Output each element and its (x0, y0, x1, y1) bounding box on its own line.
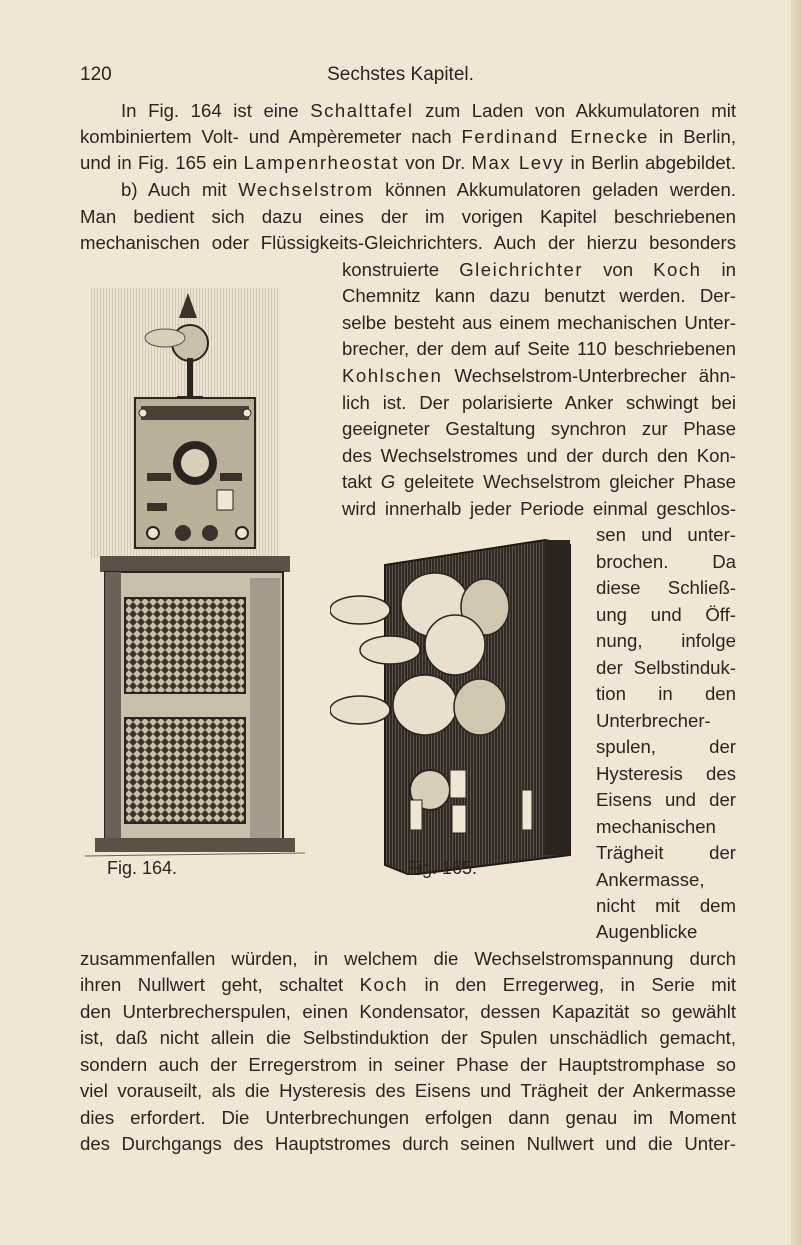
text-line: diese Schließ- (596, 577, 736, 598)
text-line: sondern auch der Erregerstrom in seiner Phase der Hauptstromphase so (80, 1054, 736, 1075)
figure-164-caption: Fig. 164. (107, 858, 178, 878)
text-line: nung, infolge (596, 630, 736, 651)
figure-165-lamp-rheostat-illustration (330, 535, 582, 875)
text-line: Hysteresis des (596, 763, 736, 784)
text-line: Eisens und der (596, 789, 736, 810)
text-line: mechanischen oder Flüssigkeits-Gleichrichters. Auch der hierzu besonders (80, 232, 736, 253)
text-line: der Selbstinduk- (596, 657, 736, 678)
text-line: In Fig. 164 ist eine Schalttafel zum Laden von Akkumulatoren mit (121, 100, 737, 121)
text-line: Man bedient sich dazu eines der im vorigen Kapitel beschriebenen (80, 206, 736, 227)
text-line: selbe besteht aus einem mechanischen Unter- (342, 312, 736, 333)
text-line: dies erfordert. Die Unterbrechungen erfolgen dann genau im Moment (80, 1107, 736, 1128)
text-line: brochen. Da (596, 551, 736, 572)
figure-164-switchboard-illustration (85, 278, 325, 888)
text-line: Trägheit der (596, 842, 736, 863)
text-line: Chemnitz kann dazu benutzt werden. Der- (342, 285, 736, 306)
text-line: geeigneter Gestaltung synchron zur Phase (342, 418, 736, 439)
text-line: Ankermasse, (596, 869, 705, 890)
text-line: des Durchgangs des Hauptstromes durch seinen Nullwert und die Unter- (80, 1133, 736, 1154)
text-line: Kohlschen Wechselstrom-Unterbrecher ähn- (342, 365, 736, 386)
text-line: ihren Nullwert geht, schaltet Koch in den Erregerweg, in Serie mit (80, 974, 736, 995)
text-line: brecher, der dem auf Seite 110 beschriebenen (342, 338, 736, 359)
page-number: 120 (80, 64, 112, 85)
figure-165-caption: Fig. 165. (407, 858, 478, 878)
text-line: und in Fig. 165 ein Lampenrheostat von Dr. Max Levy in Berlin abgebildet. (80, 152, 736, 173)
text-line: takt G geleitete Wechselstrom gleicher Phase (342, 471, 736, 492)
text-line: ist, daß nicht allein die Selbstinduktion der Spulen unschädlich gemacht, (80, 1027, 736, 1048)
text-line: tion in den (596, 683, 736, 704)
text-line: nicht mit dem (596, 895, 736, 916)
text-line: lich ist. Der polarisierte Anker schwingt bei (342, 392, 736, 413)
text-line: viel vorauseilt, als die Hysteresis des Eisens und Trägheit der Ankermasse (80, 1080, 736, 1101)
text-line: zusammenfallen würden, in welchem die Wechselstromspannung durch (80, 948, 736, 969)
text-line: b) Auch mit Wechselstrom können Akkumulatoren geladen werden. (121, 179, 737, 200)
page-edge (791, 0, 801, 1245)
running-title: Sechstes Kapitel. (327, 64, 474, 85)
text-line: konstruierte Gleichrichter von Koch in (342, 259, 737, 280)
text-line: den Unterbrecherspulen, einen Kondensator, dessen Kapazität so gewählt (80, 1001, 736, 1022)
text-line: ung und Öff- (596, 604, 736, 625)
text-line: sen und unter- (596, 524, 736, 545)
page-header (0, 64, 801, 90)
text-line: Augenblicke (596, 921, 698, 942)
text-line: mechanischen (596, 816, 716, 837)
text-line: Unterbrecher- (596, 710, 711, 731)
text-line: des Wechselstromes und der durch den Kon- (342, 445, 736, 466)
text-line: wird innerhalb jeder Periode einmal geschlos- (342, 498, 736, 519)
text-line: kombiniertem Volt- und Ampèremeter nach Ferdinand Ernecke in Berlin, (80, 126, 736, 147)
text-line: spulen, der (596, 736, 736, 757)
